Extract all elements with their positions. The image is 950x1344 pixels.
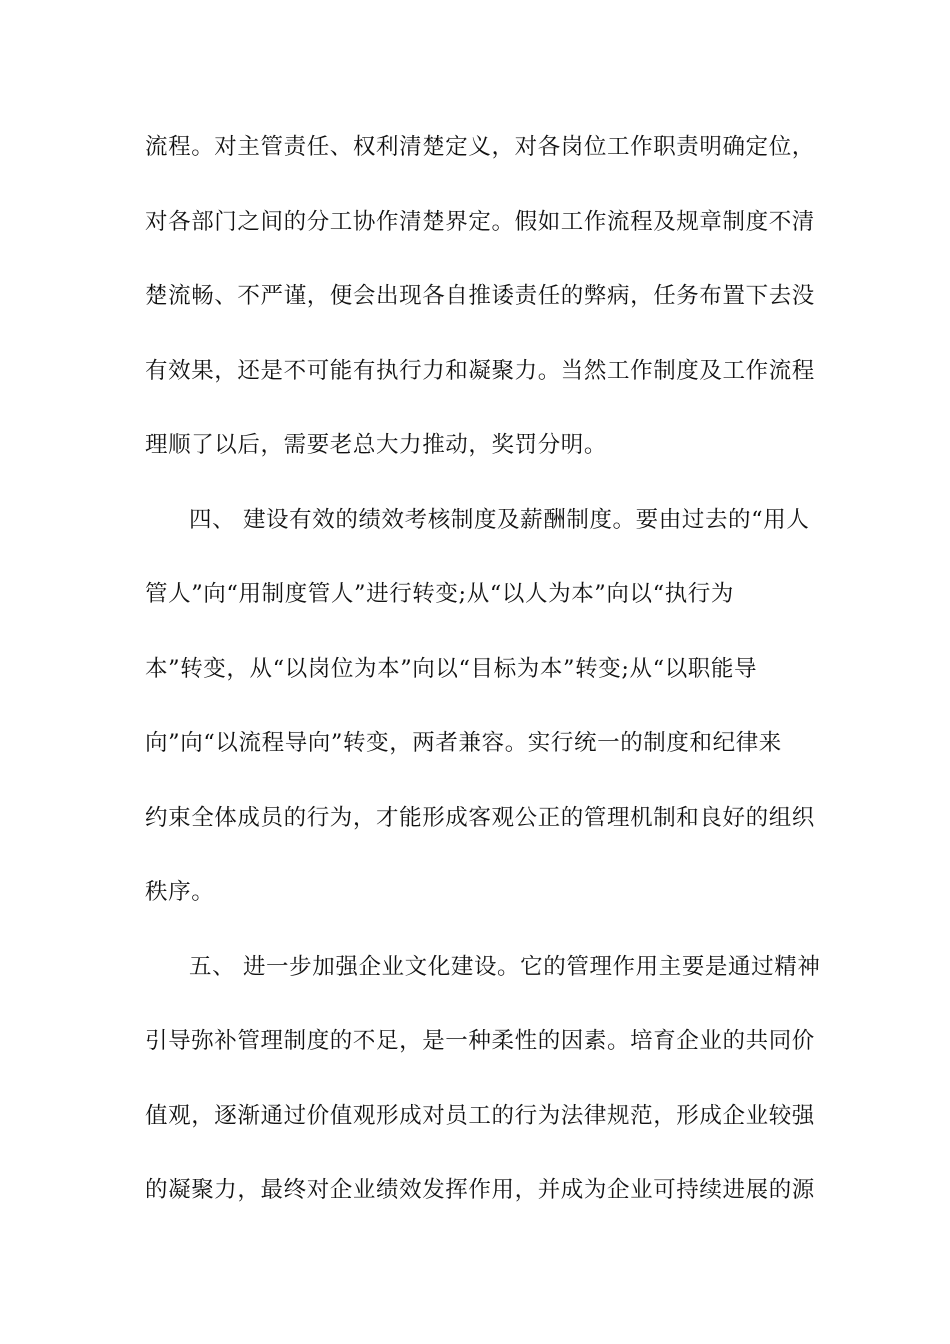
- text-line: 管人”向“用制度管人”进行转变;从“以人为本”向以“执行为: [145, 581, 734, 607]
- text-line: 四、 建设有效的绩效考核制度及薪酬制度。要由过去的“用人: [189, 506, 810, 533]
- text-line: 值观，逐渐通过价值观形成对员工的行为法律规范，形成企业较强: [145, 1102, 815, 1129]
- text-line: 约束全体成员的行为，才能形成客观公正的管理机制和良好的组织: [145, 804, 815, 831]
- text-line: 的凝聚力，最终对企业绩效发挥作用，并成为企业可持续进展的源: [145, 1177, 815, 1203]
- text-line: 理顺了以后，需要老总大力推动，奖罚分明。: [145, 432, 608, 458]
- text-line: 有效果，还是不可能有执行力和凝聚力。当然工作制度及工作流程: [145, 357, 815, 384]
- text-line: 本”转变，从“以岗位为本”向以“目标为本”转变;从“以职能导: [145, 655, 758, 682]
- text-line: 秩序。: [145, 879, 215, 905]
- text-line: 楚流畅、不严谨，便会出现各自推诿责任的弊病，任务布置下去没: [145, 283, 815, 309]
- text-line: 向”向“以流程导向”转变，两者兼容。实行统一的制度和纪律来: [145, 730, 782, 756]
- paragraph-section-four: [145, 495, 815, 942]
- text-line: 引导弥补管理制度的不足，是一种柔性的因素。培育企业的共同价: [145, 1028, 815, 1054]
- text-line: 五、 进一步加强企业文化建设。它的管理作用主要是通过精神: [189, 953, 821, 980]
- paragraph-section-five: [145, 942, 821, 1240]
- text-line: 对各部门之间的分工协作清楚界定。假如工作流程及规章制度不清: [145, 208, 815, 235]
- paragraph-process: [145, 122, 815, 495]
- document-body: [145, 122, 821, 1240]
- text-line: 流程。对主管责任、权利清楚定义，对各岗位工作职责明确定位，: [145, 134, 815, 160]
